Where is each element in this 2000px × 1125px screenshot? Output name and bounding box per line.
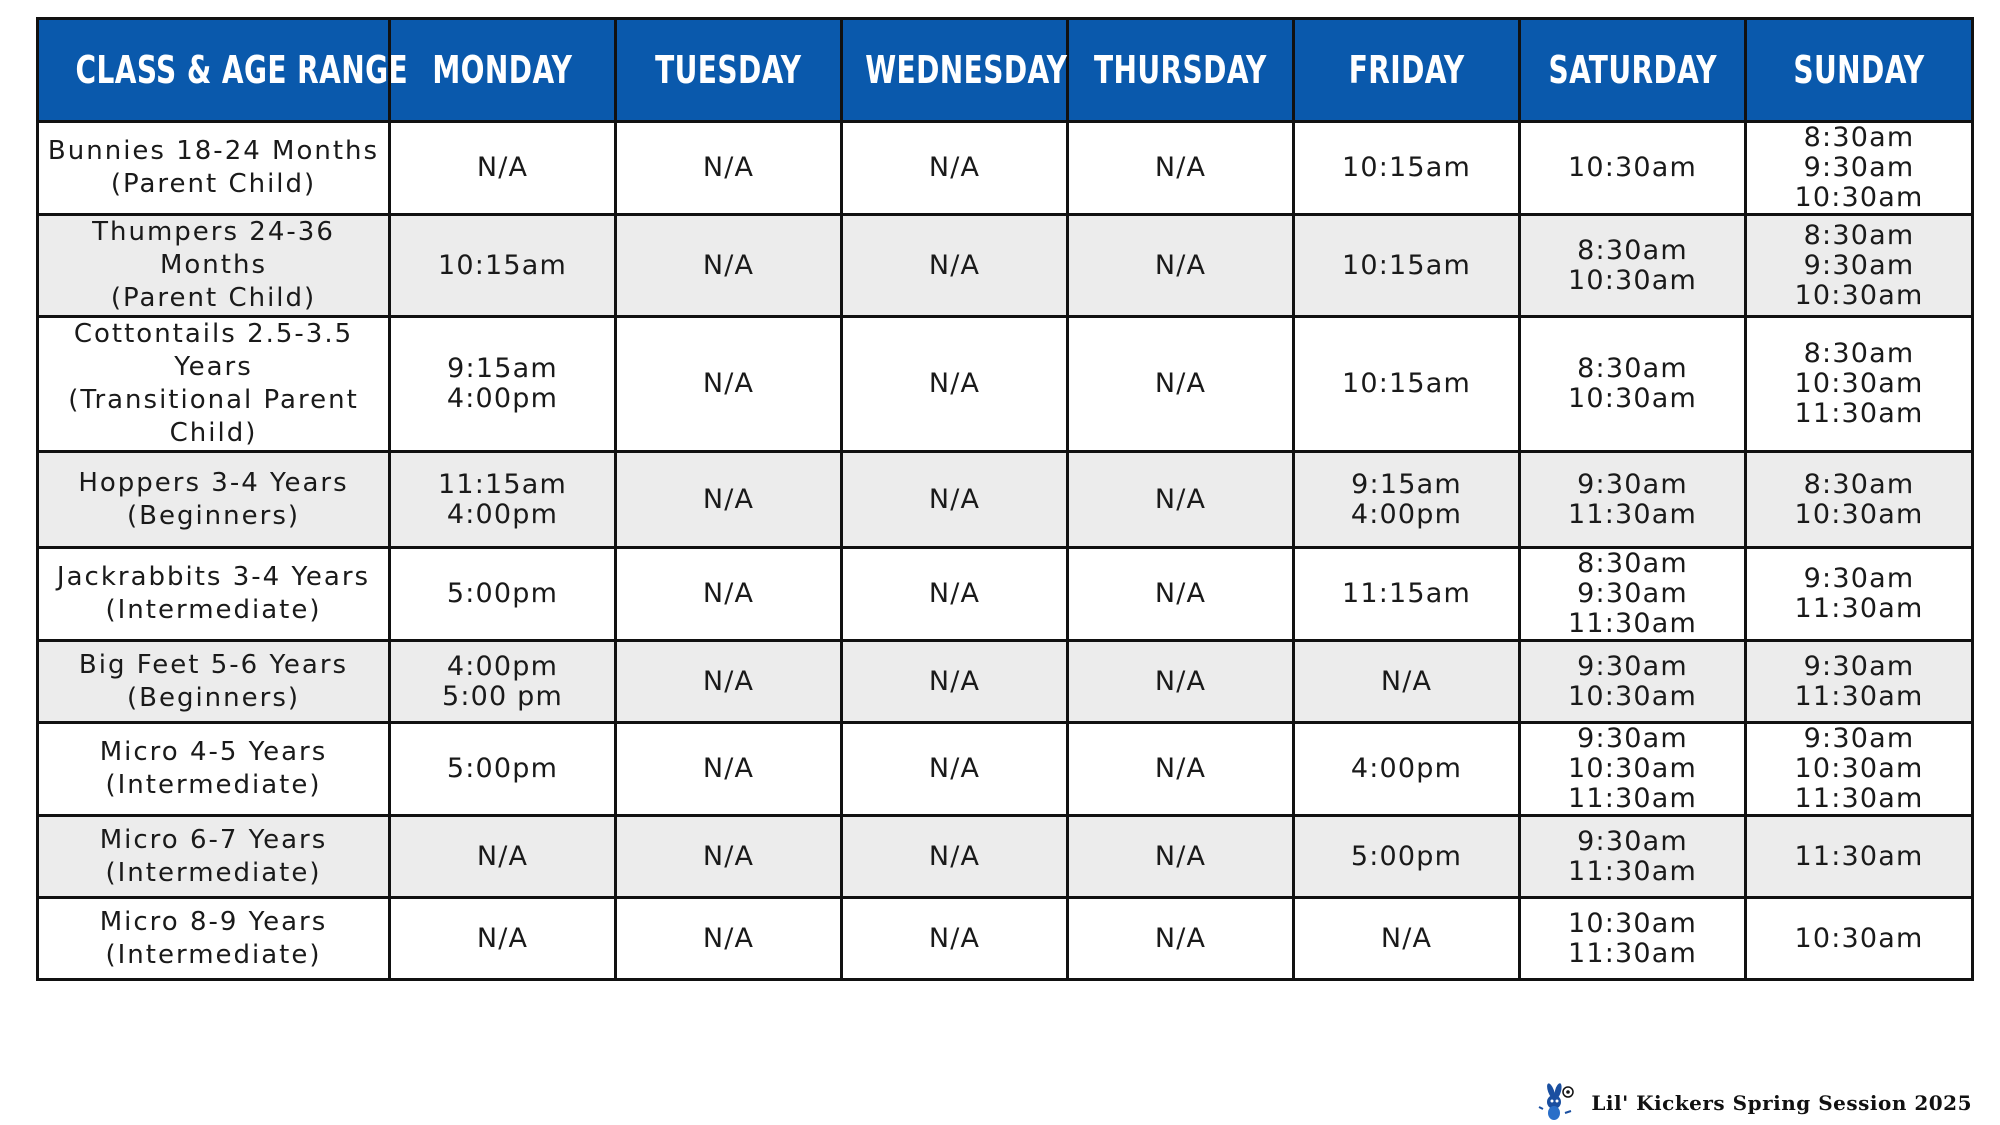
time-cell bbox=[390, 723, 616, 816]
time-slot: 5:00pm bbox=[446, 578, 559, 609]
time-cell bbox=[1294, 317, 1520, 452]
time-cell bbox=[616, 723, 842, 816]
time-cell bbox=[1294, 641, 1520, 723]
time-cell bbox=[842, 723, 1068, 816]
time-slot: 9:30am bbox=[1577, 578, 1688, 609]
time-cell bbox=[390, 317, 616, 452]
header-sunday bbox=[1746, 19, 1973, 122]
time-cell bbox=[1520, 548, 1746, 641]
table-header bbox=[38, 19, 1973, 122]
time-slot: N/A bbox=[702, 152, 755, 183]
time-cell bbox=[1294, 723, 1520, 816]
class-level: (Intermediate) bbox=[105, 770, 322, 800]
time-cell bbox=[1746, 898, 1973, 980]
time-cell bbox=[616, 641, 842, 723]
time-slot: 8:30am bbox=[1803, 219, 1915, 251]
table-row bbox=[38, 215, 1973, 317]
time-slot: N/A bbox=[702, 753, 755, 784]
time-slot: 10:30am bbox=[1567, 753, 1698, 784]
time-slot: N/A bbox=[928, 665, 981, 697]
time-slot: N/A bbox=[928, 368, 981, 399]
time-slot: 10:30am bbox=[1794, 753, 1924, 784]
time-cell bbox=[1746, 452, 1973, 548]
time-cell bbox=[1068, 452, 1294, 548]
time-slot: N/A bbox=[1154, 578, 1207, 609]
time-cell bbox=[390, 452, 616, 548]
time-slot: 9:15am bbox=[1351, 468, 1462, 500]
time-cell bbox=[1520, 816, 1746, 898]
class-name: Thumpers 24-36 Months bbox=[92, 217, 335, 280]
time-slot: 11:30am bbox=[1567, 937, 1698, 969]
time-slot: N/A bbox=[928, 249, 981, 281]
time-slot: 9:30am bbox=[1803, 563, 1915, 594]
header-label: MONDAY bbox=[432, 48, 573, 92]
class-name: Micro 4-5 Years bbox=[99, 737, 328, 767]
time-slot: N/A bbox=[1154, 665, 1207, 697]
header-row bbox=[38, 19, 1973, 122]
time-slot: 10:15am bbox=[1341, 152, 1472, 183]
time-slot: 5:00 pm bbox=[441, 680, 564, 712]
table-body bbox=[38, 122, 1973, 980]
time-slot: N/A bbox=[476, 922, 529, 954]
time-slot: 10:30am bbox=[1567, 152, 1698, 183]
table-row bbox=[38, 816, 1973, 898]
time-cell bbox=[1746, 215, 1973, 317]
time-slot: 4:00pm bbox=[446, 383, 559, 414]
class-name: Cottontails 2.5-3.5 Years bbox=[73, 319, 354, 382]
time-cell bbox=[1294, 122, 1520, 215]
time-slot: N/A bbox=[928, 152, 981, 183]
time-slot: N/A bbox=[702, 578, 755, 609]
time-cell bbox=[1520, 215, 1746, 317]
bunny-soccer-logo-icon bbox=[1535, 1083, 1575, 1123]
time-cell bbox=[842, 641, 1068, 723]
header-label: SUNDAY bbox=[1793, 48, 1925, 92]
time-slot: 9:30am bbox=[1577, 650, 1688, 682]
time-slot: 5:00pm bbox=[446, 753, 559, 784]
time-cell bbox=[1746, 122, 1973, 215]
time-slot: 4:00pm bbox=[1350, 498, 1463, 530]
time-slot: N/A bbox=[928, 922, 981, 954]
time-cell bbox=[1520, 452, 1746, 548]
header-tuesday bbox=[616, 19, 842, 122]
time-cell bbox=[1294, 452, 1520, 548]
time-cell bbox=[1746, 723, 1973, 816]
header-label: TUESDAY bbox=[655, 48, 802, 92]
header-label: SATURDAY bbox=[1548, 48, 1717, 92]
class-level: (Intermediate) bbox=[105, 857, 322, 888]
class-cell bbox=[38, 215, 390, 317]
header-class-age-range bbox=[38, 19, 409, 122]
time-cell bbox=[1746, 641, 1973, 723]
time-cell bbox=[1520, 641, 1746, 723]
time-slot: 10:30am bbox=[1567, 383, 1698, 414]
time-cell bbox=[390, 215, 616, 317]
time-cell bbox=[1068, 215, 1294, 317]
class-level: (Transitional Parent Child) bbox=[68, 385, 359, 448]
class-name: Micro 8-9 Years bbox=[99, 906, 328, 937]
time-slot: 11:30am bbox=[1794, 680, 1924, 712]
time-slot: 8:30am bbox=[1803, 122, 1915, 153]
time-slot: N/A bbox=[1380, 665, 1433, 697]
time-cell bbox=[390, 122, 616, 215]
time-cell bbox=[1068, 816, 1294, 898]
time-cell bbox=[1746, 816, 1973, 898]
time-slot: 9:15am bbox=[447, 353, 558, 384]
time-cell bbox=[390, 816, 616, 898]
time-cell bbox=[1068, 548, 1294, 641]
class-cell bbox=[38, 816, 390, 898]
time-slot: 9:30am bbox=[1577, 723, 1688, 754]
time-slot: 8:30am bbox=[1577, 353, 1688, 384]
time-slot: 10:15am bbox=[437, 249, 568, 281]
time-slot: 11:30am bbox=[1567, 783, 1698, 814]
time-slot: N/A bbox=[1380, 922, 1433, 954]
time-slot: N/A bbox=[1154, 368, 1207, 399]
time-cell bbox=[1068, 122, 1294, 215]
time-slot: 8:30am bbox=[1803, 338, 1915, 369]
header-label: CLASS & AGE RANGE bbox=[75, 48, 409, 92]
time-cell bbox=[1520, 122, 1746, 215]
table-row bbox=[38, 452, 1973, 548]
time-cell bbox=[1294, 548, 1520, 641]
footer bbox=[1535, 1083, 1972, 1123]
time-slot: 9:30am bbox=[1803, 152, 1915, 183]
class-cell bbox=[38, 452, 390, 548]
time-cell bbox=[842, 317, 1068, 452]
time-cell bbox=[1068, 723, 1294, 816]
time-slot: 10:15am bbox=[1341, 249, 1472, 281]
time-cell bbox=[390, 898, 616, 980]
class-name: Bunnies 18-24 Months bbox=[47, 136, 380, 166]
time-cell bbox=[842, 122, 1068, 215]
time-slot: N/A bbox=[928, 840, 981, 872]
time-cell bbox=[616, 317, 842, 452]
time-slot: N/A bbox=[702, 483, 755, 515]
time-slot: 11:15am bbox=[1341, 578, 1472, 609]
time-cell bbox=[1068, 641, 1294, 723]
time-slot: 10:30am bbox=[1794, 498, 1924, 530]
time-slot: 11:30am bbox=[1794, 398, 1924, 429]
time-cell bbox=[616, 452, 842, 548]
header-label: FRIDAY bbox=[1348, 48, 1465, 92]
time-slot: 10:30am bbox=[1794, 182, 1924, 213]
time-cell bbox=[1294, 898, 1520, 980]
time-slot: 10:30am bbox=[1567, 680, 1698, 712]
time-slot: 9:30am bbox=[1577, 468, 1688, 500]
table-row bbox=[38, 723, 1973, 816]
table-row bbox=[38, 548, 1973, 641]
class-level: (Intermediate) bbox=[105, 939, 322, 970]
time-slot: N/A bbox=[928, 578, 981, 609]
time-cell bbox=[390, 548, 616, 641]
class-name: Jackrabbits 3-4 Years bbox=[56, 562, 371, 592]
time-slot: 11:15am bbox=[437, 468, 568, 500]
time-slot: 5:00pm bbox=[1350, 840, 1463, 872]
time-slot: N/A bbox=[702, 249, 755, 281]
time-cell bbox=[390, 641, 616, 723]
header-wednesday bbox=[842, 19, 1068, 122]
time-cell bbox=[1068, 898, 1294, 980]
time-cell bbox=[1746, 317, 1973, 452]
time-slot: 10:30am bbox=[1794, 922, 1924, 954]
class-cell bbox=[38, 317, 390, 452]
time-cell bbox=[616, 898, 842, 980]
time-slot: 10:30am bbox=[1794, 279, 1924, 311]
time-slot: 11:30am bbox=[1794, 783, 1924, 814]
time-cell bbox=[1294, 215, 1520, 317]
time-slot: 11:30am bbox=[1794, 593, 1924, 624]
class-cell bbox=[38, 898, 390, 980]
time-slot: N/A bbox=[702, 665, 755, 697]
time-cell bbox=[616, 122, 842, 215]
time-slot: N/A bbox=[1154, 753, 1207, 784]
class-level: (Parent Child) bbox=[110, 283, 317, 313]
time-slot: N/A bbox=[476, 840, 529, 872]
time-cell bbox=[616, 548, 842, 641]
table-row bbox=[38, 122, 1973, 215]
time-slot: 9:30am bbox=[1803, 249, 1915, 281]
time-slot: N/A bbox=[1154, 152, 1207, 183]
class-cell bbox=[38, 548, 390, 641]
table-row bbox=[38, 317, 1973, 452]
table-row bbox=[38, 898, 1973, 980]
time-slot: N/A bbox=[928, 753, 981, 784]
class-cell bbox=[38, 122, 390, 215]
time-slot: 8:30am bbox=[1577, 234, 1688, 266]
time-cell bbox=[842, 548, 1068, 641]
time-cell bbox=[616, 215, 842, 317]
time-slot: 11:30am bbox=[1567, 608, 1698, 639]
class-name: Hoppers 3-4 Years bbox=[78, 467, 349, 498]
time-slot: 4:00pm bbox=[446, 650, 559, 682]
footer-caption: Lil' Kickers Spring Session 2025 bbox=[1591, 1091, 1972, 1115]
time-slot: 9:30am bbox=[1803, 723, 1915, 754]
time-slot: N/A bbox=[1154, 840, 1207, 872]
header-thursday bbox=[1068, 19, 1294, 122]
class-name: Big Feet 5-6 Years bbox=[78, 649, 349, 680]
class-level: (Beginners) bbox=[126, 500, 301, 531]
time-slot: N/A bbox=[702, 922, 755, 954]
time-slot: N/A bbox=[702, 368, 755, 399]
header-saturday bbox=[1520, 19, 1746, 122]
time-slot: 9:30am bbox=[1577, 825, 1688, 857]
time-cell bbox=[842, 215, 1068, 317]
time-slot: N/A bbox=[1154, 249, 1207, 281]
header-label: WEDNESDAY bbox=[865, 48, 1068, 92]
time-slot: N/A bbox=[476, 152, 529, 183]
time-slot: 11:30am bbox=[1794, 840, 1924, 872]
time-slot: 11:30am bbox=[1567, 855, 1698, 887]
header-monday bbox=[390, 19, 616, 122]
time-cell bbox=[1746, 548, 1973, 641]
class-name: Micro 6-7 Years bbox=[99, 824, 328, 855]
class-cell bbox=[38, 723, 390, 816]
header-friday bbox=[1294, 19, 1520, 122]
time-cell bbox=[616, 816, 842, 898]
time-slot: 11:30am bbox=[1567, 498, 1698, 530]
class-level: (Parent Child) bbox=[110, 169, 317, 199]
time-slot: 10:15am bbox=[1341, 368, 1472, 399]
time-slot: 10:30am bbox=[1567, 907, 1698, 939]
time-cell bbox=[1294, 816, 1520, 898]
time-cell bbox=[842, 452, 1068, 548]
time-cell bbox=[1520, 723, 1746, 816]
time-slot: 8:30am bbox=[1803, 468, 1915, 500]
time-cell bbox=[1520, 898, 1746, 980]
class-cell bbox=[38, 641, 390, 723]
time-slot: N/A bbox=[702, 840, 755, 872]
time-cell bbox=[842, 816, 1068, 898]
time-cell bbox=[842, 898, 1068, 980]
time-slot: 8:30am bbox=[1577, 548, 1688, 579]
time-slot: 10:30am bbox=[1567, 264, 1698, 296]
class-level: (Beginners) bbox=[126, 682, 301, 713]
time-slot: 9:30am bbox=[1803, 650, 1915, 682]
table-row bbox=[38, 641, 1973, 723]
time-slot: N/A bbox=[1154, 922, 1207, 954]
time-cell bbox=[1068, 317, 1294, 452]
time-slot: 10:30am bbox=[1794, 368, 1924, 399]
time-slot: 4:00pm bbox=[1350, 753, 1463, 784]
time-slot: N/A bbox=[928, 483, 981, 515]
time-cell bbox=[1520, 317, 1746, 452]
time-slot: 4:00pm bbox=[446, 498, 559, 530]
class-level: (Intermediate) bbox=[105, 595, 322, 625]
schedule-table bbox=[36, 17, 1974, 981]
time-slot: N/A bbox=[1154, 483, 1207, 515]
header-label: THURSDAY bbox=[1094, 48, 1267, 92]
